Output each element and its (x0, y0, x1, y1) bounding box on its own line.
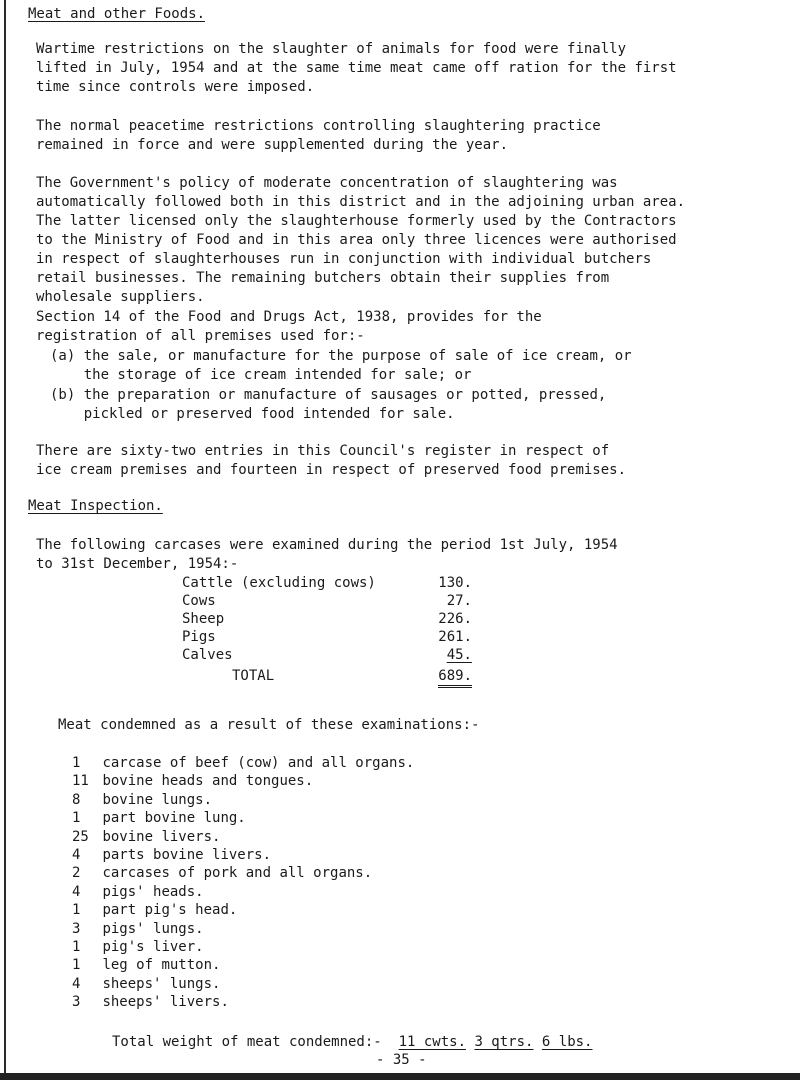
list-item-text: carcase of beef (cow) and all organs. (102, 755, 415, 771)
list-item-qty: 1 (72, 755, 81, 771)
list-item-text: parts bovine livers. (102, 846, 272, 863)
list-item (72, 938, 414, 956)
list-item-qty: 1 (72, 902, 81, 919)
list-item-qty: 8 (72, 791, 81, 808)
table-row-value: 226. (438, 611, 472, 627)
list-item-qty: 11 (72, 773, 89, 790)
list-item (72, 809, 414, 827)
list-item-qty: 1 (72, 957, 81, 974)
paragraph-register-entries: There are sixty-two entries in this Council's register in respect of ice cream premises and fourteen in respect of preserved food premises. (36, 443, 627, 478)
list-item-text: pigs' lungs. (102, 920, 204, 937)
list-item-qty: 4 (72, 846, 81, 863)
table-row-label: Calves (182, 647, 233, 663)
table-total-row (182, 668, 472, 686)
list-item-text: part pig's head. (102, 902, 238, 919)
list-item-qty: 2 (72, 865, 81, 882)
table-row-label: Cattle (excluding cows) (182, 575, 376, 591)
table-row (182, 593, 472, 611)
table-row-value: 27. (446, 593, 472, 609)
list-item-qty: 25 (72, 828, 89, 845)
list-item-text: part bovine lung. (102, 810, 246, 827)
table-row-label: Pigs (182, 629, 216, 645)
list-item (72, 772, 414, 790)
list-item-qty: 4 (72, 975, 81, 992)
table-row (182, 611, 472, 629)
condemned-list (72, 754, 414, 1011)
paragraph-carcases-examined: The following carcases were examined during the period 1st July, 1954 to 31st December, 1954:- (36, 537, 618, 572)
table-row-value: 45. (446, 647, 472, 663)
heading-meat-inspection: Meat Inspection. (28, 498, 163, 514)
table-total-value: 689. (438, 668, 472, 688)
list-item (72, 791, 414, 809)
list-item-text: pigs' heads. (102, 883, 204, 900)
list-item-ice-cream: (a) the sale, or manufacture for the purpose of sale of ice cream, or the storage of ice cream intended for sale; or (50, 348, 632, 383)
table-row-label: Cows (182, 593, 216, 609)
list-item (72, 846, 414, 864)
list-item-text: bovine lungs. (102, 791, 213, 808)
paragraph-wartime-restrictions: Wartime restrictions on the slaughter of animals for food were finally lifted in July, 1954 and at the same time meat came off ration for the first time since controls were imposed. (36, 41, 677, 95)
list-item-qty: 4 (72, 883, 81, 900)
table-row (182, 575, 472, 593)
list-item-text: sheeps' lungs. (102, 975, 221, 992)
list-item-qty: 3 (72, 920, 81, 937)
list-item-text: pig's liver. (102, 938, 204, 955)
total-weight-label: Total weight of meat condemned:- (112, 1034, 382, 1050)
page-bottom-edge (0, 1073, 800, 1080)
list-item-text: leg of mutton. (102, 957, 221, 974)
list-item-text: carcases of pork and all organs. (102, 865, 373, 882)
list-item (72, 754, 414, 772)
list-item-text: bovine heads and tongues. (102, 773, 314, 790)
list-item (72, 828, 414, 846)
list-item (72, 975, 414, 993)
list-item (72, 864, 414, 882)
paragraph-section-14: Section 14 of the Food and Drugs Act, 1938, provides for the registration of all premises used for:- (36, 309, 542, 344)
total-weight-line (112, 1034, 592, 1050)
list-item-text: bovine livers. (102, 828, 221, 845)
table-row (182, 629, 472, 647)
list-item-qty: 1 (72, 938, 81, 955)
list-item-qty: 3 (72, 994, 81, 1011)
table-row-value: 130. (438, 575, 472, 591)
table-row-value: 261. (438, 629, 472, 645)
paragraph-meat-condemned: Meat condemned as a result of these examinations:- (58, 717, 480, 733)
heading-meat-and-other-foods: Meat and other Foods. (28, 6, 206, 22)
paragraph-government-policy: The Government's policy of moderate concentration of slaughtering was automatically followed both in this district and in the adjoining urban area. The latter licensed only the slaughterhouse formerly used by the Contractors to the Ministry of Food and in this area only three licences were authorised in respect of slaughterhouses run in conjunction with individual butchers retail businesses. The remaining butchers obtain their supplies from wholesale suppliers. (36, 175, 686, 305)
list-item-text: sheeps' livers. (102, 994, 229, 1011)
list-item (72, 920, 414, 938)
list-item-qty: 1 (72, 810, 81, 827)
list-item (72, 993, 414, 1011)
table-row (182, 647, 472, 665)
list-item (72, 956, 414, 974)
table-row-label: Sheep (182, 611, 225, 627)
page-number: - 35 - (376, 1052, 427, 1068)
list-item-sausages: (b) the preparation or manufacture of sausages or potted, pressed, pickled or preserved food intended for sale. (50, 387, 607, 422)
paragraph-peacetime-restrictions: The normal peacetime restrictions controlling slaughtering practice remained in force and were supplemented during the year. (36, 118, 601, 153)
list-item (72, 883, 414, 901)
page-margin-line (4, 0, 6, 1080)
total-weight-cwts: 11 cwts. (398, 1034, 467, 1050)
list-item (72, 901, 414, 919)
total-weight-qtrs: 3 qtrs. (474, 1034, 534, 1050)
table-total-label: TOTAL (232, 668, 275, 684)
total-weight-lbs: 6 lbs. (541, 1034, 593, 1050)
